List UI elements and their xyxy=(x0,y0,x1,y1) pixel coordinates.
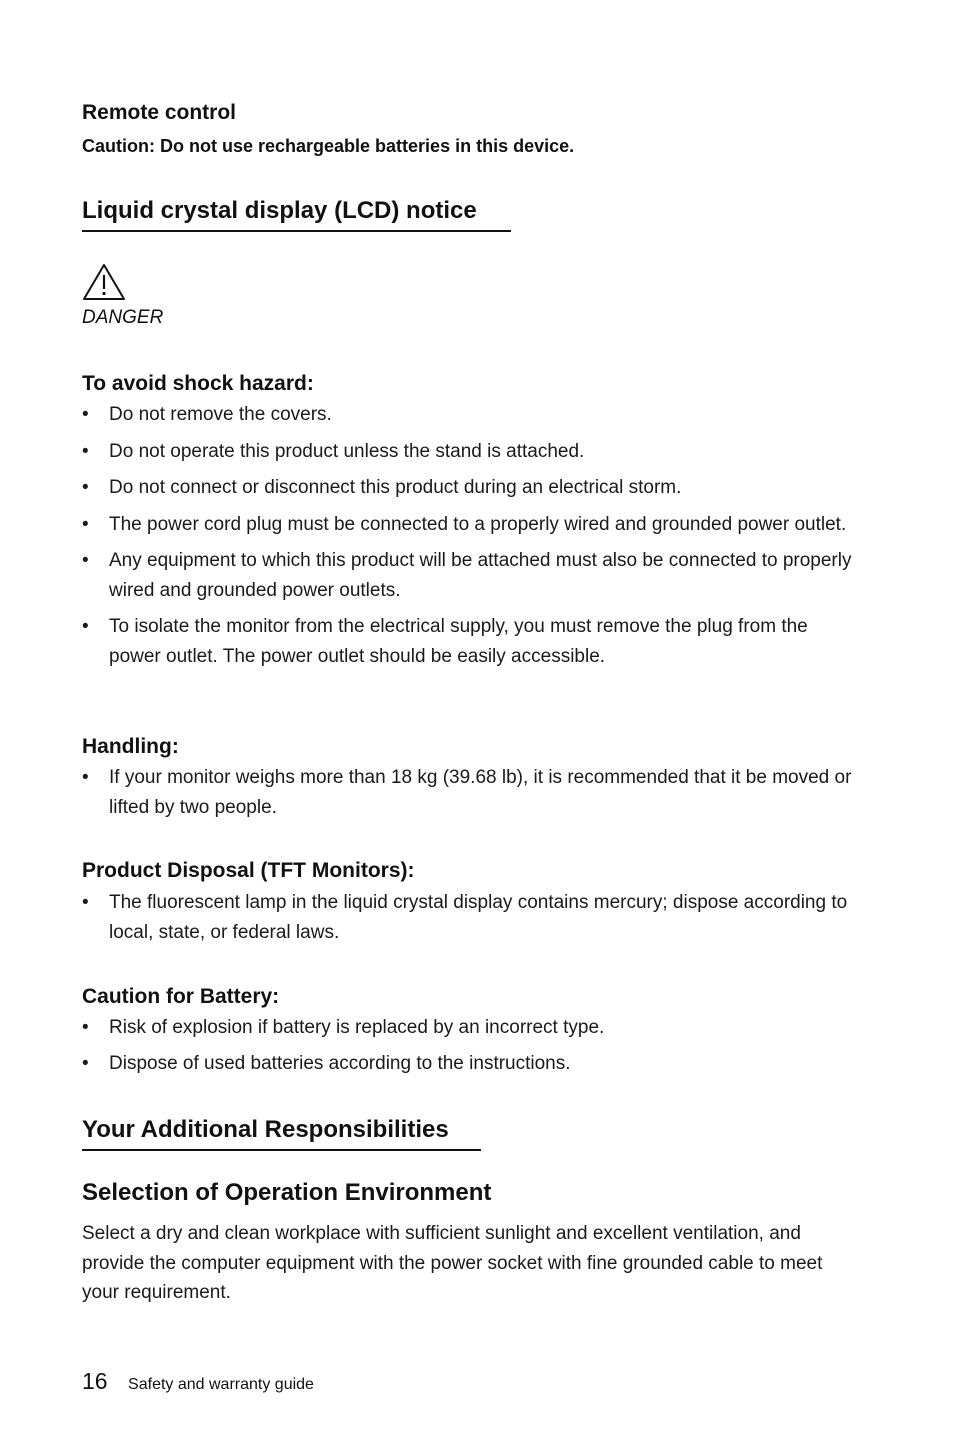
warning-triangle-icon xyxy=(82,262,126,302)
disposal-list xyxy=(82,888,852,947)
shock-hazard-list xyxy=(82,400,852,671)
responsibilities-section xyxy=(82,1115,481,1151)
page-footer xyxy=(82,1366,314,1396)
list-item: • Any equipment to which this product will be attached must also be connected to properly wired and grounded power outlets. xyxy=(82,550,852,601)
responsibilities-heading: Your Additional Responsibilities xyxy=(82,1115,481,1151)
list-item: • The fluorescent lamp in the liquid crystal display contains mercury; dispose according to local, state, or federal laws. xyxy=(82,892,848,943)
list-item: • Do not remove the covers. xyxy=(82,404,332,425)
footer-title: Safety and warranty guide xyxy=(128,1376,314,1393)
environment-heading: Selection of Operation Environment xyxy=(82,1179,492,1206)
list-item: • To isolate the monitor from the electrical supply, you must remove the plug from the power outlet. The power outlet should be easily accessible. xyxy=(82,616,808,667)
list-item: • If your monitor weighs more than 18 kg (39.68 lb), it is recommended that it be moved or lifted by two people. xyxy=(82,767,852,818)
list-item: • The power cord plug must be connected to a properly wired and grounded power outlet. xyxy=(82,513,847,535)
lcd-notice-heading: Liquid crystal display (LCD) notice xyxy=(82,196,511,232)
remote-control-heading: Remote control xyxy=(82,101,237,124)
disposal-heading: Product Disposal (TFT Monitors): xyxy=(82,859,415,882)
handling-list xyxy=(82,763,852,822)
danger-label: DANGER xyxy=(82,307,164,328)
shock-hazard-section xyxy=(82,400,852,671)
disposal-section xyxy=(82,888,852,947)
lcd-notice-section xyxy=(82,196,511,232)
page-number: 16 xyxy=(82,1368,108,1394)
list-item: • Dispose of used batteries according to the instructions. xyxy=(82,1052,571,1074)
shock-hazard-heading: To avoid shock hazard: xyxy=(82,372,314,395)
list-item: • Do not connect or disconnect this product during an electrical storm. xyxy=(82,477,682,498)
handling-section xyxy=(82,763,852,822)
environment-body: Select a dry and clean workplace with sufficient sunlight and excellent ventilation, and provide the computer equipment with the power socket with fine grounded cable to meet your requirement. xyxy=(82,1223,823,1303)
battery-list xyxy=(82,1013,852,1078)
danger-block xyxy=(82,262,126,307)
list-item: • Do not operate this product unless the stand is attached. xyxy=(82,440,585,462)
handling-heading: Handling: xyxy=(82,735,179,758)
remote-control-caution: Caution: Do not use rechargeable batteries in this device. xyxy=(82,136,575,156)
battery-section xyxy=(82,1013,852,1078)
list-item: • Risk of explosion if battery is replaced by an incorrect type. xyxy=(82,1017,605,1038)
battery-heading: Caution for Battery: xyxy=(82,985,280,1008)
